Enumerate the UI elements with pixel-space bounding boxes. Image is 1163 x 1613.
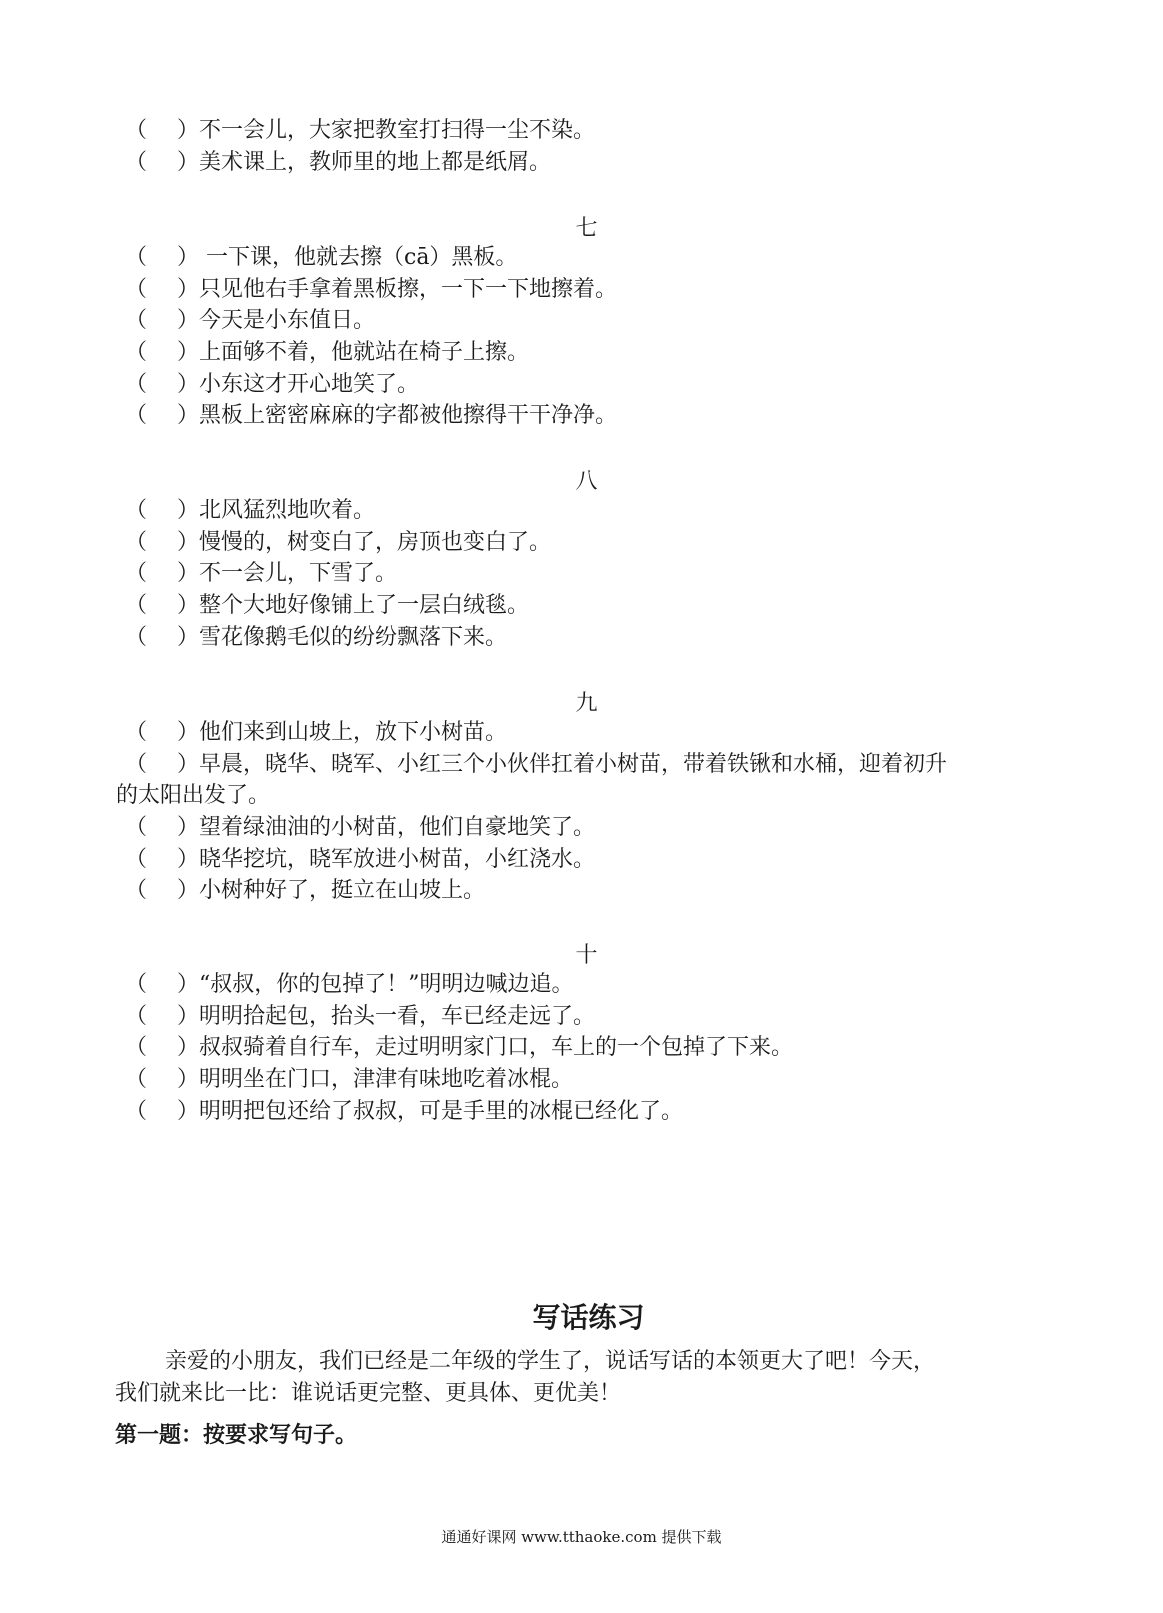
sentence-text: 上面够不着，他就站在椅子上擦。 bbox=[199, 340, 530, 366]
section-10-title: 十 bbox=[575, 943, 598, 968]
footer-source: 通通好课网 www.tthaoke.com 提供下载 bbox=[441, 1528, 722, 1546]
sentence-text: 慢慢的，树变白了，房顶也变白了。 bbox=[199, 529, 552, 555]
answer-blank-close: ） bbox=[177, 751, 200, 777]
sentence-row bbox=[125, 590, 1045, 622]
answer-blank-open: （ bbox=[125, 245, 148, 270]
answer-blank-close: ） bbox=[177, 149, 200, 175]
section-8-title: 八 bbox=[575, 469, 598, 494]
sentence-text: 他们来到山坡上，放下小树苗。 bbox=[199, 720, 508, 745]
answer-blank-open: （ bbox=[125, 751, 148, 777]
sentence-row bbox=[125, 812, 1045, 844]
sentence-row bbox=[125, 115, 1045, 147]
answer-blank-close: ） bbox=[177, 972, 200, 997]
sentence-row bbox=[125, 622, 1045, 654]
answer-blank-open: （ bbox=[125, 340, 148, 366]
sentence-row bbox=[125, 527, 1045, 559]
answer-blank-open: （ bbox=[125, 308, 148, 334]
sentence-row bbox=[125, 369, 1045, 401]
answer-blank-close: ） bbox=[177, 720, 200, 745]
sentence-row bbox=[125, 875, 1045, 907]
section-7-title: 七 bbox=[575, 216, 598, 241]
answer-blank-close: ） bbox=[177, 529, 200, 555]
answer-blank-close: ） bbox=[177, 1067, 200, 1093]
answer-blank-open: （ bbox=[125, 403, 148, 429]
answer-blank-open: （ bbox=[125, 1098, 148, 1124]
answer-blank-open: （ bbox=[125, 1067, 148, 1093]
sentence-text: 望着绿油油的小树苗，他们自豪地笑了。 bbox=[199, 815, 596, 841]
sentence-row bbox=[125, 717, 1045, 749]
sentence-text: 明明把包还给了叔叔，可是手里的冰棍已经化了。 bbox=[199, 1098, 684, 1124]
sentence-text: 不一会儿，大家把教室打扫得一尘不染。 bbox=[199, 118, 596, 143]
sentence-row bbox=[125, 969, 1045, 1001]
answer-blank-close: ） bbox=[177, 846, 200, 872]
sentence-row bbox=[125, 558, 1045, 590]
answer-blank-open: （ bbox=[125, 149, 148, 175]
sentence-row bbox=[125, 400, 1045, 432]
intro-line: 我们就来比一比：谁说话更完整、更具体、更优美！ bbox=[115, 1381, 622, 1406]
sentence-row bbox=[125, 305, 1045, 337]
answer-blank-open: （ bbox=[125, 1003, 148, 1029]
sentence-row bbox=[125, 242, 1045, 274]
answer-blank-open: （ bbox=[125, 720, 148, 745]
answer-blank-open: （ bbox=[125, 815, 148, 841]
answer-blank-open: （ bbox=[125, 972, 148, 997]
section-9-block bbox=[116, 717, 1045, 907]
answer-blank-open: （ bbox=[125, 276, 148, 302]
answer-blank-open: （ bbox=[125, 529, 148, 555]
sentence-text: 北风猛烈地吹着。 bbox=[199, 498, 376, 523]
sentence-row bbox=[125, 274, 1045, 306]
answer-blank-open: （ bbox=[125, 846, 148, 872]
sentence-text: 今天是小东值日。 bbox=[199, 308, 376, 334]
sentence-row bbox=[125, 1096, 1045, 1128]
answer-blank-open: （ bbox=[125, 1035, 148, 1061]
answer-blank-close: ） bbox=[177, 561, 200, 587]
answer-blank-close: ） bbox=[177, 403, 200, 429]
answer-blank-close: ） bbox=[177, 118, 200, 143]
section-10-block bbox=[125, 969, 1045, 1127]
answer-blank-close: ） bbox=[177, 245, 200, 270]
sentence-row bbox=[125, 1001, 1045, 1033]
answer-blank-open: （ bbox=[125, 498, 148, 523]
sentence-text: 整个大地好像铺上了一层白绒毯。 bbox=[199, 593, 530, 619]
writing-practice-title: 写话练习 bbox=[532, 1301, 645, 1334]
answer-blank-close: ） bbox=[177, 340, 200, 366]
sentence-text: 小东这才开心地笑了。 bbox=[199, 371, 420, 397]
answer-blank-close: ） bbox=[177, 498, 200, 523]
answer-blank-close: ） bbox=[177, 1098, 200, 1124]
intro-line: 亲爱的小朋友，我们已经是二年级的学生了，说话写话的本领更大了吧！今天， bbox=[165, 1349, 936, 1374]
answer-blank-close: ） bbox=[177, 624, 200, 650]
answer-blank-open: （ bbox=[125, 561, 148, 587]
section-8-block bbox=[125, 495, 1045, 653]
section-9-title: 九 bbox=[575, 691, 598, 716]
sentence-text-continued: 的太阳出发了。 bbox=[116, 783, 271, 809]
sentence-text: 只见他右手拿着黑板擦，一下一下地擦着。 bbox=[199, 276, 618, 302]
sentence-text: 不一会儿，下雪了。 bbox=[199, 561, 398, 587]
sentence-text: “叔叔，你的包掉了！”明明边喊边追。 bbox=[199, 972, 574, 997]
sentence-text: 小树种好了，挺立在山坡上。 bbox=[199, 878, 486, 904]
top-block bbox=[125, 115, 1045, 178]
writing-intro bbox=[115, 1346, 1035, 1410]
answer-blank-close: ） bbox=[177, 593, 200, 619]
sentence-row-wrapped bbox=[116, 749, 1045, 812]
sentence-text: 明明坐在门口，津津有味地吃着冰棍。 bbox=[199, 1067, 574, 1093]
answer-blank-close: ） bbox=[177, 1035, 200, 1061]
section-7-block bbox=[125, 242, 1045, 432]
sentence-row bbox=[125, 337, 1045, 369]
sentence-text: 晓华挖坑，晓军放进小树苗，小红浇水。 bbox=[199, 846, 596, 872]
sentence-text: 早晨，晓华、晓军、小红三个小伙伴扛着小树苗，带着铁锹和水桶，迎着初升 bbox=[199, 751, 948, 777]
answer-blank-open: （ bbox=[125, 593, 148, 619]
answer-blank-open: （ bbox=[125, 371, 148, 397]
answer-blank-close: ） bbox=[177, 308, 200, 334]
sentence-text: 雪花像鹅毛似的纷纷飘落下来。 bbox=[199, 624, 508, 650]
sentence-row bbox=[125, 1032, 1045, 1064]
sentence-text: 黑板上密密麻麻的字都被他擦得干干净净。 bbox=[199, 403, 618, 429]
answer-blank-close: ） bbox=[177, 815, 200, 841]
sentence-text: 美术课上，教师里的地上都是纸屑。 bbox=[199, 149, 552, 175]
answer-blank-close: ） bbox=[177, 276, 200, 302]
answer-blank-close: ） bbox=[177, 1003, 200, 1029]
question-1-title: 第一题：按要求写句子。 bbox=[115, 1422, 358, 1448]
sentence-text: 明明拾起包，抬头一看，车已经走远了。 bbox=[199, 1003, 596, 1029]
answer-blank-close: ） bbox=[177, 878, 200, 904]
answer-blank-open: （ bbox=[125, 624, 148, 650]
sentence-row bbox=[125, 844, 1045, 876]
answer-blank-close: ） bbox=[177, 371, 200, 397]
sentence-row bbox=[125, 147, 1045, 179]
answer-blank-open: （ bbox=[125, 118, 148, 143]
sentence-row bbox=[125, 495, 1045, 527]
sentence-text: 一下课，他就去擦（cā）黑板。 bbox=[199, 245, 518, 270]
sentence-row bbox=[125, 1064, 1045, 1096]
sentence-text: 叔叔骑着自行车，走过明明家门口，车上的一个包掉了下来。 bbox=[199, 1035, 794, 1061]
answer-blank-open: （ bbox=[125, 878, 148, 904]
